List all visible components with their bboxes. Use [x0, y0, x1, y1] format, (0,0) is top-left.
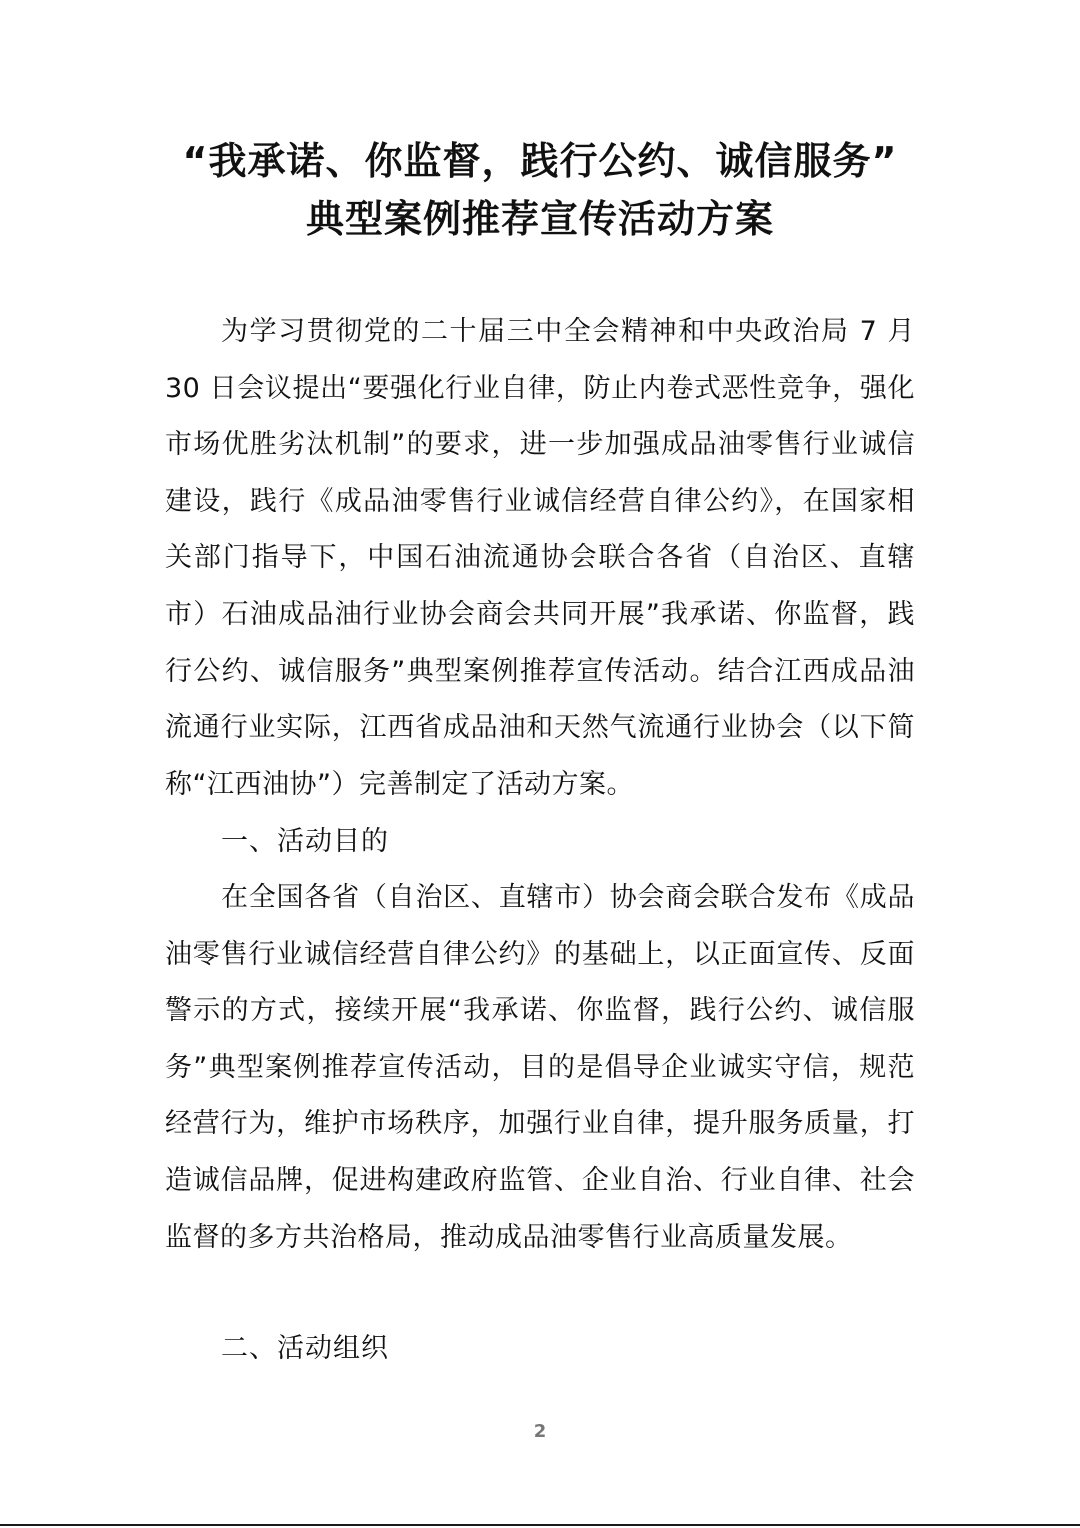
document-title-line-2: 典型案例推荐宣传活动方案	[305, 197, 774, 241]
document-title-line-1: “我承诺、你监督，践行公约、诚信服务”	[182, 139, 898, 183]
section-heading-purpose: 一、活动目的	[221, 826, 389, 857]
section-heading-organization: 二、活动组织	[221, 1333, 389, 1364]
page-bottom-divider	[0, 1524, 1080, 1526]
page-number: 2	[533, 1421, 547, 1442]
purpose-paragraph: 在全国各省（自治区、直辖市）协会商会联合发布《成品油零售行业诚信经营自律公约》的基础上，以正面宣传、反面警示的方式，接续开展“我承诺、你监督，践行公约、诚信服务”典型案例推荐宣传活动，目的是倡导企业诚实守信，规范经营行为，维护市场秩序，加强行业自律，提升服务质量，打造诚信品牌，促进构建政府监管、企业自治、行业自律、社会监督的多方共治格局，推动成品油零售行业高质量发展。	[165, 882, 915, 1253]
intro-paragraph: 为学习贯彻党的二十届三中全会精神和中央政治局 7 月 30 日会议提出“要强化行业自律，防止内卷式恶性竞争，强化市场优胜劣汰机制”的要求，进一步加强成品油零售行业诚信建设，践行《成品油零售行业诚信经营自律公约》，在国家相关部门指导下，中国石油流通协会联合各省（自治区、直辖市）石油成品油行业协会商会共同开展”我承诺、你监督，践行公约、诚信服务”典型案例推荐宣传活动。结合江西成品油流通行业实际，江西省成品油和天然气流通行业协会（以下简称“江西油协”）完善制定了活动方案。	[165, 316, 915, 800]
